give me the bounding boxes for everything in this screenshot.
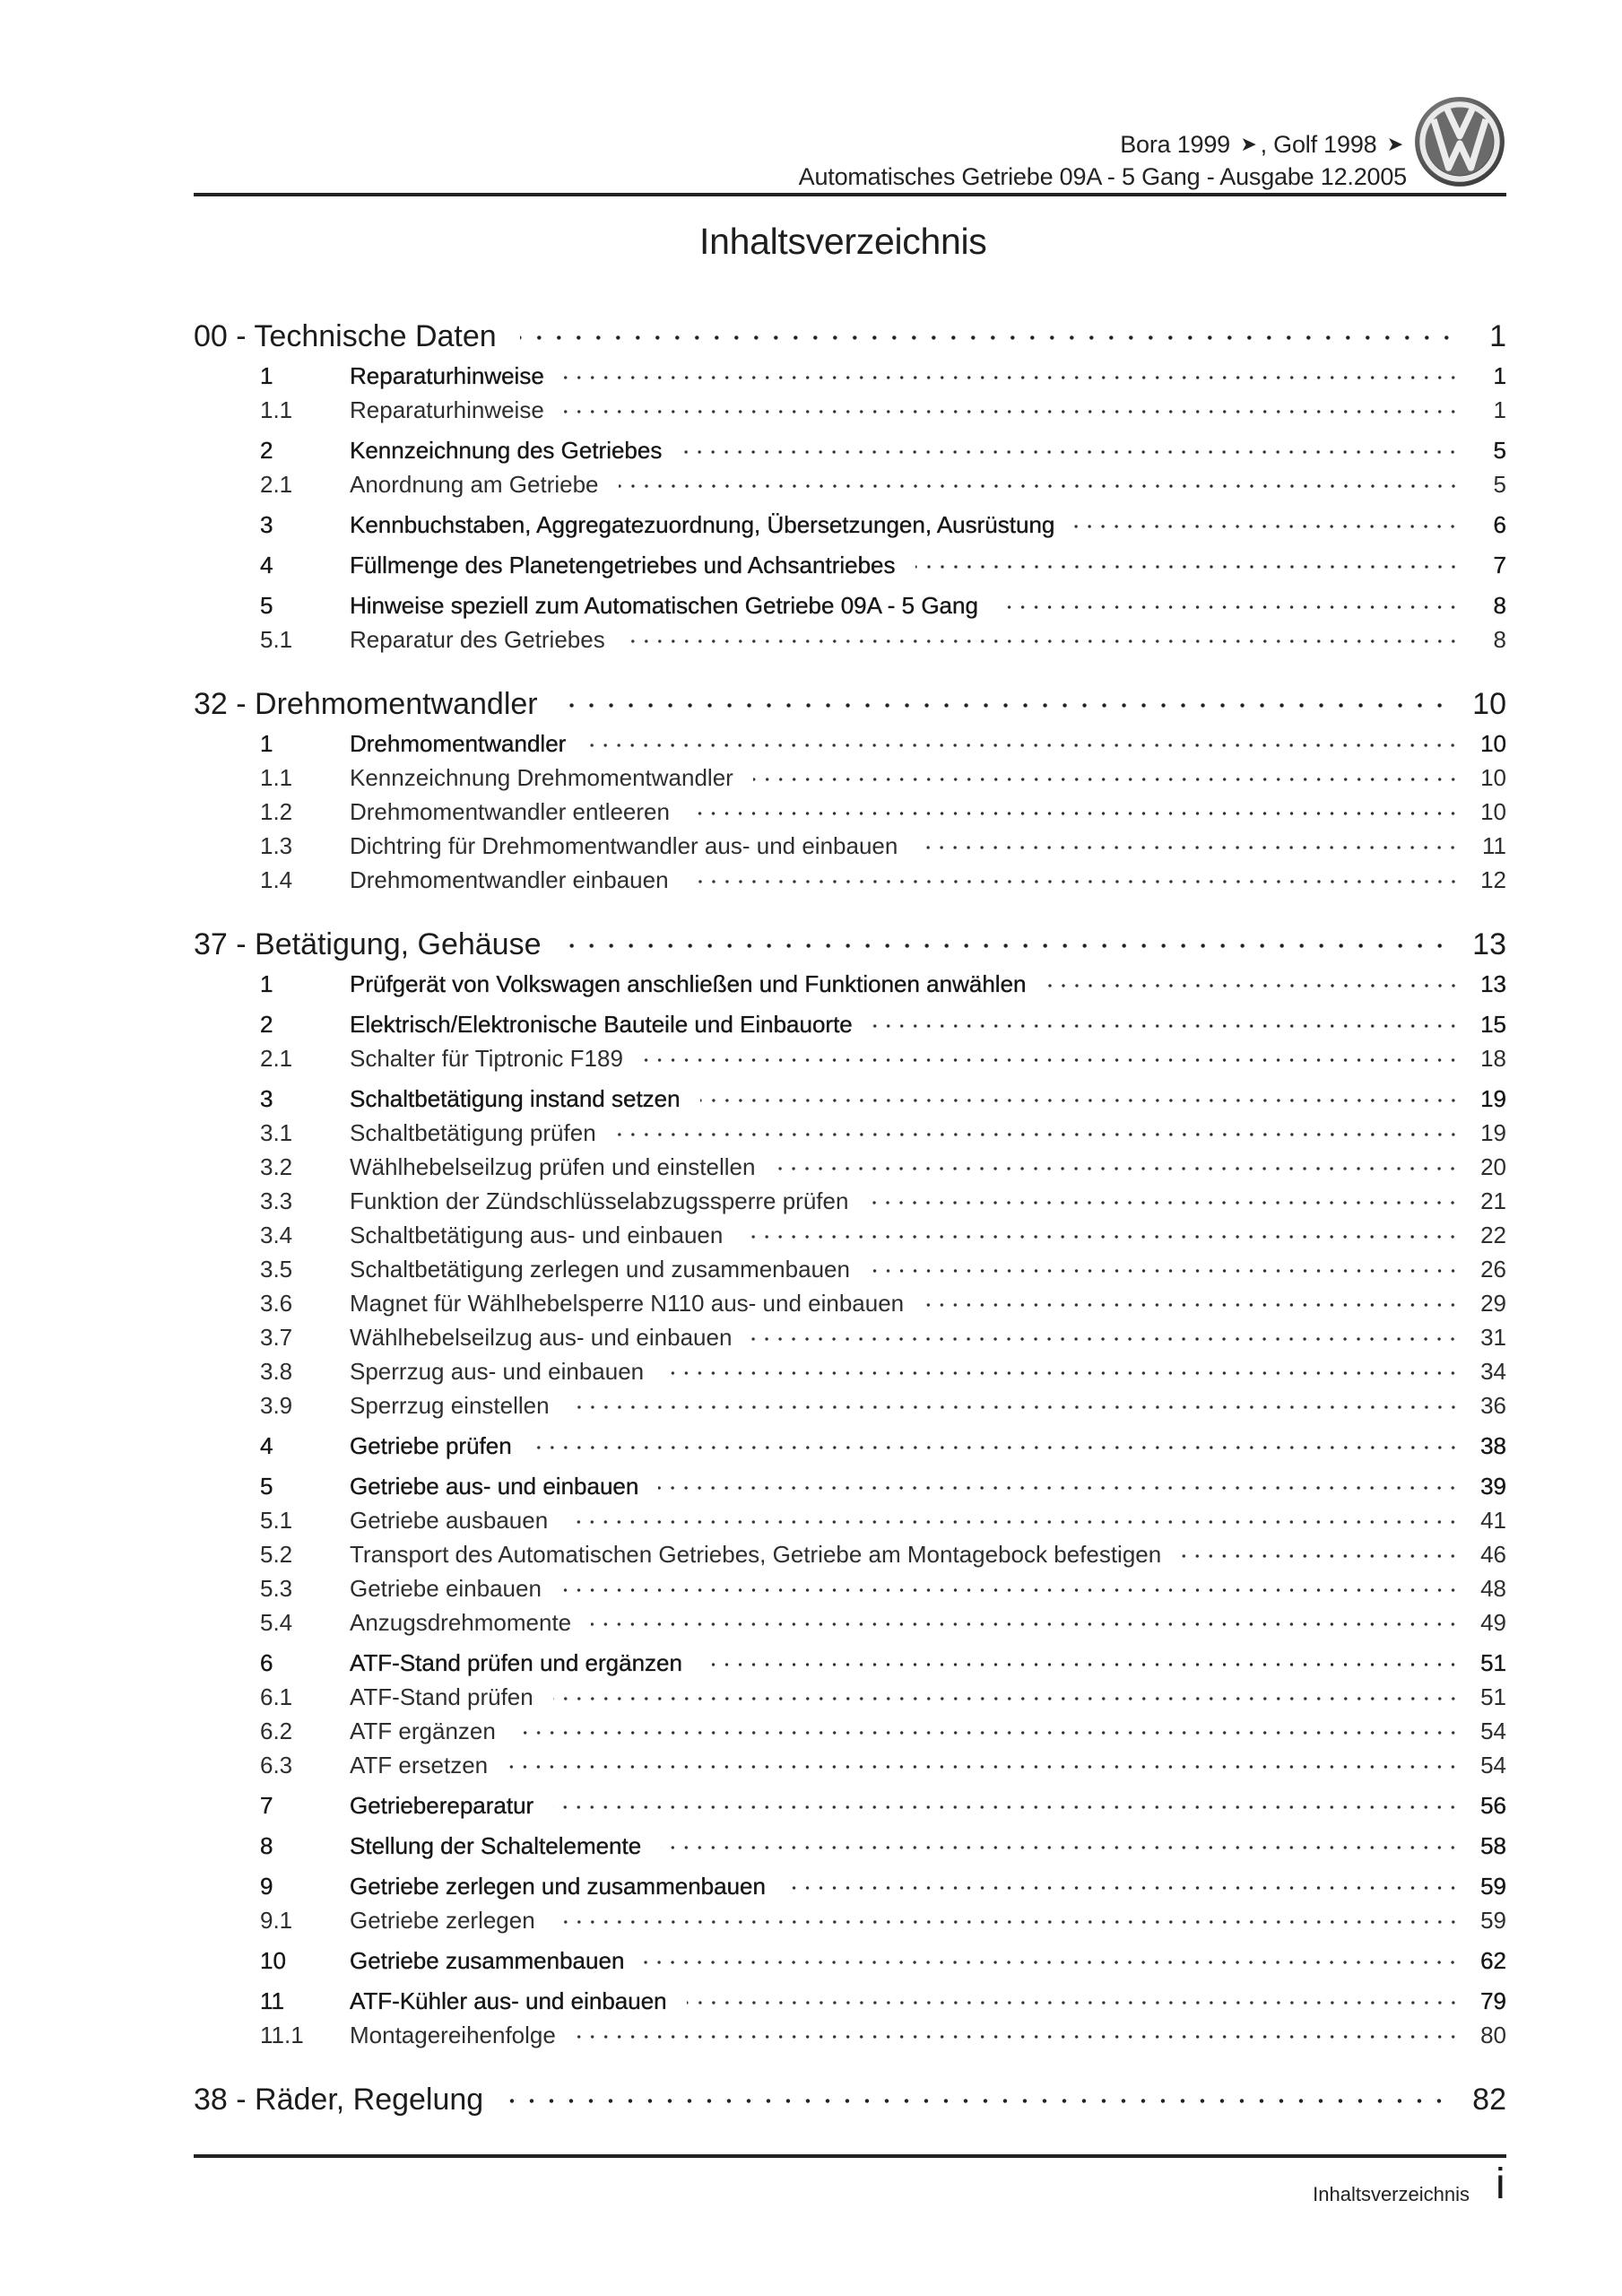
toc-entry-title: Getriebe ausbauen [350, 1507, 549, 1534]
toc-subchapter-entry[interactable] [194, 1605, 1506, 1639]
toc-entry-title: Getriebe zerlegen [350, 1907, 535, 1934]
toc-subchapter-entry[interactable] [194, 1571, 1506, 1605]
toc-entry-number: 2.1 [260, 471, 293, 498]
dot-leader [532, 1431, 1460, 1454]
toc-entry-title: Schalter für Tiptronic F189 [350, 1045, 623, 1072]
toc-subchapter-entry[interactable] [194, 467, 1506, 501]
toc-page-number: 1 [1489, 319, 1506, 353]
toc-entry-number: 4 [260, 1432, 273, 1459]
toc-entry-number: 7 [260, 1792, 273, 1819]
toc-page-number: 8 [1493, 626, 1506, 653]
toc-entry-title: Schaltbetätigung prüfen [350, 1119, 596, 1146]
toc-entry-title: Getriebe einbauen [350, 1575, 542, 1602]
toc-entry-title: Sperrzug aus- und einbauen [350, 1358, 645, 1385]
toc-entry-title: Transport des Automatischen Getriebes, Getriebe am Montagebock befestigen [350, 1541, 1162, 1568]
dot-leader [568, 1505, 1460, 1528]
dot-leader [924, 1288, 1460, 1311]
toc-entry-title: ATF-Stand prüfen und ergänzen [350, 1649, 682, 1676]
toc-entry-title: Getriebereparatur [350, 1792, 534, 1819]
toc-subchapter-entry[interactable] [194, 1286, 1506, 1320]
dot-leader [561, 683, 1450, 714]
toc-subchapter-entry[interactable] [194, 393, 1506, 427]
toc-entry-number: 6.1 [260, 1683, 293, 1710]
toc-entry-number: 2 [260, 1011, 273, 1038]
dot-leader [751, 1322, 1460, 1345]
page-title: Inhaltsverzeichnis [699, 221, 987, 262]
toc-entry-title: Anzugsdrehmomente [350, 1609, 572, 1636]
toc-page-number: 18 [1480, 1045, 1506, 1072]
toc-entry-number: 4 [260, 552, 273, 578]
toc-page-number: 22 [1480, 1222, 1506, 1248]
toc-chapter-entry[interactable] [194, 967, 1506, 1001]
toc-entry-number: 2 [260, 437, 273, 464]
toc-entry-number: 3.4 [260, 1222, 293, 1248]
table-of-contents [194, 316, 1506, 2118]
toc-entry-title: ATF-Kühler aus- und einbauen [350, 1987, 667, 2014]
toc-entry-title: Anordnung am Getriebe [350, 471, 599, 498]
dot-leader [553, 1682, 1460, 1705]
toc-entry-number: 5.2 [260, 1541, 293, 1568]
dot-leader [564, 395, 1460, 418]
toc-entry-number: 5 [260, 1473, 273, 1500]
toc-page-number: 51 [1480, 1649, 1506, 1676]
toc-entry-title: Reparatur des Getriebes [350, 626, 605, 653]
toc-entry-number: 10 [260, 1947, 286, 1974]
toc-page-number: 39 [1480, 1473, 1506, 1500]
toc-section-title: 38 - Räder, Regelung [194, 2083, 484, 2117]
toc-entry-title: Schaltbetätigung instand setzen [350, 1085, 681, 1112]
toc-section[interactable] [194, 316, 1506, 355]
toc-chapter-entry[interactable] [194, 1082, 1506, 1116]
toc-subchapter-entry[interactable] [194, 2018, 1506, 2052]
dot-leader [591, 1607, 1460, 1631]
toc-subchapter-entry[interactable] [194, 829, 1506, 863]
toc-entry-number: 11.1 [260, 2022, 304, 2048]
toc-chapter-entry[interactable] [194, 359, 1506, 393]
toc-entry-title: Getriebe prüfen [350, 1432, 512, 1459]
toc-page-number: 12 [1480, 866, 1506, 893]
toc-subchapter-entry[interactable] [194, 1041, 1506, 1075]
toc-chapter-entry[interactable] [194, 1984, 1506, 2018]
toc-entry-title: Drehmomentwandler [350, 730, 567, 757]
toc-chapter-entry[interactable] [194, 726, 1506, 761]
dot-leader [687, 1986, 1460, 2009]
dot-leader [868, 1186, 1460, 1209]
toc-entry-number: 1 [260, 362, 273, 389]
header-model-golf: , Golf 1998 [1260, 131, 1377, 158]
dot-leader [702, 1648, 1460, 1671]
toc-page-number: 82 [1472, 2083, 1506, 2117]
toc-subchapter-entry[interactable] [194, 761, 1506, 795]
dot-leader [753, 762, 1460, 786]
toc-entry-number: 1.3 [260, 832, 293, 859]
toc-subchapter-entry[interactable] [194, 622, 1506, 657]
dot-leader [1074, 509, 1460, 533]
toc-subchapter-entry[interactable] [194, 1903, 1506, 1937]
toc-page-number: 48 [1480, 1575, 1506, 1602]
toc-entry-title: Montagereihenfolge [350, 2022, 556, 2048]
dot-leader [561, 1573, 1460, 1596]
arrow-right-icon: ➤ [1386, 133, 1403, 155]
toc-section[interactable] [194, 2079, 1506, 2118]
dot-leader [742, 1220, 1460, 1243]
toc-page-number: 5 [1493, 471, 1506, 498]
dot-leader [1046, 969, 1461, 992]
dot-leader [917, 831, 1460, 854]
toc-subchapter-entry[interactable] [194, 1503, 1506, 1537]
toc-entry-number: 3.1 [260, 1119, 293, 1146]
toc-page-number: 59 [1480, 1907, 1506, 1934]
toc-entry-title: Reparaturhinweise [350, 396, 544, 423]
toc-chapter-entry[interactable] [194, 1944, 1506, 1978]
toc-page-number: 31 [1480, 1324, 1506, 1351]
toc-page-number: 19 [1480, 1119, 1506, 1146]
dot-leader [870, 1254, 1460, 1277]
toc-entry-number: 1.1 [260, 396, 293, 423]
toc-page-number: 58 [1480, 1832, 1506, 1859]
dot-leader [565, 924, 1450, 954]
toc-entry-number: 5.3 [260, 1575, 293, 1602]
toc-page-number: 7 [1493, 552, 1506, 578]
toc-entry-number: 3.5 [260, 1256, 293, 1283]
toc-page-number: 1 [1493, 396, 1506, 423]
toc-page-number: 10 [1480, 730, 1506, 757]
toc-page-number: 10 [1480, 798, 1506, 825]
toc-entry-title: Getriebe aus- und einbauen [350, 1473, 639, 1500]
toc-page-number: 34 [1480, 1358, 1506, 1385]
toc-entry-title: Drehmomentwandler einbauen [350, 866, 669, 893]
toc-page-number: 36 [1480, 1392, 1506, 1419]
dot-leader [658, 1471, 1460, 1494]
toc-entry-number: 3.6 [260, 1290, 293, 1317]
toc-entry-number: 3.7 [260, 1324, 293, 1351]
toc-page-number: 80 [1480, 2022, 1506, 2048]
toc-entry-number: 1.1 [260, 764, 293, 791]
toc-page-number: 59 [1480, 1873, 1506, 1900]
toc-chapter-entry[interactable] [194, 508, 1506, 542]
toc-subchapter-entry[interactable] [194, 1150, 1506, 1184]
toc-page-number: 46 [1480, 1541, 1506, 1568]
toc-entry-number: 3.9 [260, 1392, 293, 1419]
toc-page-number: 19 [1480, 1085, 1506, 1112]
toc-entry-title: Sperrzug einstellen [350, 1392, 550, 1419]
toc-entry-number: 3 [260, 511, 273, 538]
dot-leader [643, 1043, 1460, 1066]
toc-entry-title: Kennzeichnung Drehmomentwandler [350, 764, 733, 791]
toc-entry-title: ATF-Stand prüfen [350, 1683, 533, 1710]
toc-page-number: 15 [1480, 1011, 1506, 1038]
dot-leader [872, 1009, 1460, 1032]
dot-leader [998, 590, 1460, 613]
toc-entry-number: 6 [260, 1649, 273, 1676]
dot-leader [553, 1790, 1460, 1813]
dot-leader [689, 865, 1460, 888]
toc-entry-title: Getriebe zusammenbauen [350, 1947, 625, 1974]
toc-page-number: 41 [1480, 1507, 1506, 1534]
header-subtitle: Automatisches Getriebe 09A - 5 Gang - Ausgabe 12.2005 [798, 163, 1407, 190]
dot-leader [507, 2079, 1449, 2109]
dot-leader [700, 1083, 1460, 1107]
dot-leader [785, 1871, 1460, 1894]
toc-entry-title: Dichtring für Drehmomentwandler aus- und einbauen [350, 832, 898, 859]
toc-entry-number: 5.1 [260, 1507, 293, 1534]
toc-page-number: 20 [1480, 1153, 1506, 1180]
toc-entry-number: 3 [260, 1085, 273, 1112]
toc-entry-number: 11 [260, 1987, 284, 2014]
toc-chapter-entry[interactable] [194, 588, 1506, 622]
toc-page-number: 11 [1482, 832, 1506, 859]
dot-leader [690, 796, 1460, 820]
dot-leader [644, 1945, 1460, 1969]
dot-leader [664, 1356, 1460, 1379]
toc-subchapter-entry[interactable] [194, 1680, 1506, 1714]
footer-section-name: Inhaltsverzeichnis [1313, 2183, 1470, 2205]
toc-entry-number: 3.3 [260, 1187, 293, 1214]
dot-leader [625, 624, 1460, 648]
toc-subchapter-entry[interactable] [194, 1184, 1506, 1218]
toc-page-number: 79 [1480, 1987, 1506, 2014]
toc-subchapter-entry[interactable] [194, 1748, 1506, 1782]
toc-page-number: 10 [1480, 764, 1506, 791]
toc-entry-title: Funktion der Zündschlüsselabzugssperre prüfen [350, 1187, 849, 1214]
toc-subchapter-entry[interactable] [194, 1218, 1506, 1252]
toc-subchapter-entry[interactable] [194, 795, 1506, 829]
dot-leader [520, 316, 1456, 346]
toc-entry-title: Drehmomentwandler entleeren [350, 798, 670, 825]
toc-subchapter-entry[interactable] [194, 1252, 1506, 1286]
toc-entry-title: Stellung der Schaltelemente [350, 1832, 642, 1859]
toc-entry-number: 5 [260, 592, 273, 619]
toc-entry-number: 9 [260, 1873, 273, 1900]
toc-page-number: 62 [1480, 1947, 1506, 1974]
toc-page-number: 26 [1480, 1256, 1506, 1283]
toc-chapter-entry[interactable] [194, 1788, 1506, 1822]
toc-entry-number: 2.1 [260, 1045, 293, 1072]
toc-entry-title: ATF ergänzen [350, 1718, 496, 1744]
dot-leader [516, 1716, 1460, 1739]
toc-chapter-entry[interactable] [194, 1829, 1506, 1863]
toc-entry-title: Wählhebelseilzug aus- und einbauen [350, 1324, 733, 1351]
toc-entry-number: 6.3 [260, 1752, 293, 1779]
toc-entry-title: Füllmenge des Planetengetriebes und Achsantriebes [350, 552, 896, 578]
toc-entry-number: 1 [260, 970, 273, 997]
arrow-right-icon: ➤ [1240, 133, 1257, 155]
toc-chapter-entry[interactable] [194, 433, 1506, 467]
toc-entry-title: Wählhebelseilzug prüfen und einstellen [350, 1153, 756, 1180]
dot-leader [585, 728, 1460, 752]
toc-entry-title: Schaltbetätigung aus- und einbauen [350, 1222, 724, 1248]
toc-page-number: 38 [1480, 1432, 1506, 1459]
toc-subchapter-entry[interactable] [194, 1388, 1506, 1422]
toc-entry-number: 1 [260, 730, 273, 757]
toc-page-number: 29 [1480, 1290, 1506, 1317]
toc-section[interactable] [194, 924, 1506, 963]
toc-entry-number: 1.2 [260, 798, 293, 825]
toc-chapter-entry[interactable] [194, 1429, 1506, 1463]
toc-page-number: 54 [1480, 1718, 1506, 1744]
toc-page-number: 21 [1480, 1187, 1506, 1214]
toc-chapter-entry[interactable] [194, 1469, 1506, 1503]
toc-entry-number: 1.4 [260, 866, 293, 893]
toc-subchapter-entry[interactable] [194, 1714, 1506, 1748]
dot-leader [507, 1750, 1460, 1773]
toc-entry-number: 3.8 [260, 1358, 293, 1385]
toc-subchapter-entry[interactable] [194, 1354, 1506, 1388]
dot-leader [1181, 1539, 1460, 1562]
toc-entry-title: Schaltbetätigung zerlegen und zusammenbauen [350, 1256, 850, 1283]
toc-page-number: 49 [1480, 1609, 1506, 1636]
dot-leader [555, 1905, 1460, 1928]
toc-entry-number: 5.1 [260, 626, 293, 653]
toc-section-title: 32 - Drehmomentwandler [194, 687, 538, 721]
dot-leader [775, 1152, 1460, 1175]
dot-leader [915, 550, 1460, 573]
toc-section[interactable] [194, 683, 1506, 723]
toc-page-number: 56 [1480, 1792, 1506, 1819]
dot-leader [564, 361, 1460, 384]
toc-entry-number: 9.1 [260, 1907, 293, 1934]
toc-entry-title: Getriebe zerlegen und zusammenbauen [350, 1873, 766, 1900]
toc-entry-title: Kennbuchstaben, Aggregatezuordnung, Übersetzungen, Ausrüstung [350, 511, 1055, 538]
toc-page-number: 10 [1472, 687, 1506, 721]
dot-leader [619, 469, 1460, 492]
volkswagen-logo-icon [1413, 95, 1506, 188]
toc-entry-title: ATF ersetzen [350, 1752, 489, 1779]
footer-page-number: i [1496, 2161, 1505, 2208]
header-model-bora: Bora 1999 [1120, 131, 1231, 158]
toc-entry-number: 5.4 [260, 1609, 293, 1636]
header-models [1120, 131, 1407, 159]
dot-leader [576, 2020, 1460, 2043]
toc-chapter-entry[interactable] [194, 548, 1506, 582]
toc-entry-title: Hinweise speziell zum Automatischen Getriebe 09A - 5 Gang [350, 592, 978, 619]
toc-entry-title: Kennzeichnung des Getriebes [350, 437, 663, 464]
toc-section-title: 00 - Technische Daten [194, 319, 497, 353]
toc-chapter-entry[interactable] [194, 1646, 1506, 1680]
footer-divider [194, 2154, 1506, 2158]
toc-page-number: 5 [1493, 437, 1506, 464]
toc-page-number: 13 [1472, 927, 1506, 961]
toc-entry-title: Reparaturhinweise [350, 362, 544, 389]
dot-leader [681, 435, 1460, 458]
toc-entry-title: Magnet für Wählhebelsperre N110 aus- und einbauen [350, 1290, 905, 1317]
toc-page-number: 8 [1493, 592, 1506, 619]
dot-leader [661, 1831, 1460, 1854]
toc-page-number: 13 [1480, 970, 1506, 997]
dot-leader [569, 1390, 1460, 1413]
toc-chapter-entry[interactable] [194, 1007, 1506, 1041]
toc-entry-number: 6.2 [260, 1718, 293, 1744]
toc-entry-number: 8 [260, 1832, 273, 1859]
toc-page-number: 51 [1480, 1683, 1506, 1710]
toc-subchapter-entry[interactable] [194, 863, 1506, 897]
toc-entry-number: 3.2 [260, 1153, 293, 1180]
toc-chapter-entry[interactable] [194, 1869, 1506, 1903]
toc-section-title: 37 - Betätigung, Gehäuse [194, 927, 542, 961]
toc-entry-title: Prüfgerät von Volkswagen anschließen und Funktionen anwählen [350, 970, 1027, 997]
toc-page-number: 54 [1480, 1752, 1506, 1779]
toc-page-number: 1 [1493, 362, 1506, 389]
toc-page-number: 6 [1493, 511, 1506, 538]
toc-entry-title: Elektrisch/Elektronische Bauteile und Einbauorte [350, 1011, 853, 1038]
toc-subchapter-entry[interactable] [194, 1320, 1506, 1354]
toc-subchapter-entry[interactable] [194, 1116, 1506, 1150]
header-divider [194, 193, 1506, 196]
dot-leader [616, 1118, 1460, 1141]
toc-subchapter-entry[interactable] [194, 1537, 1506, 1571]
